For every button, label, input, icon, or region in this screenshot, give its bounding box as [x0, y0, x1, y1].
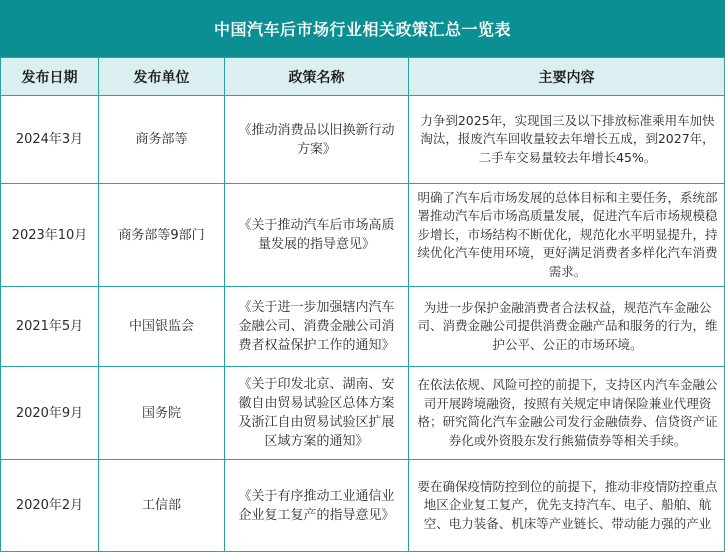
cell-policy: 《关于进一步加强辖内汽车金融公司、消费金融公司消费者权益保护工作的通知》: [225, 287, 409, 367]
table-title: 中国汽车后市场行业相关政策汇总一览表: [0, 0, 725, 57]
cell-org: 国务院: [99, 367, 225, 460]
cell-org: 商务部等9部门: [99, 184, 225, 287]
cell-org: 商务部等: [99, 96, 225, 184]
header-content: 主要内容: [409, 58, 725, 96]
header-policy: 政策名称: [225, 58, 409, 96]
cell-content: 在依法依规、风险可控的前提下，支持区内汽车金融公司开展跨境融资，按照有关规定申请保险兼业代理资格；研究简化汽车金融公司发行金融债券、信贷资产证券化或外资股东发行熊猫债券等相关手续。: [409, 367, 725, 460]
header-org: 发布单位: [99, 58, 225, 96]
table-row: [1, 460, 725, 552]
cell-policy: 《关于推动汽车后市场高质量发展的指导意见》: [225, 184, 409, 287]
table-row: [1, 287, 725, 367]
cell-org: 工信部: [99, 460, 225, 552]
cell-policy: 《关于印发北京、湖南、安徽自由贸易试验区总体方案及浙江自由贸易试验区扩展区域方案的通知》: [225, 367, 409, 460]
cell-policy: 《推动消费品以旧换新行动方案》: [225, 96, 409, 184]
table-row: [1, 184, 725, 287]
table-row: [1, 96, 725, 184]
cell-org: 中国银监会: [99, 287, 225, 367]
cell-date: 2020年2月: [1, 460, 99, 552]
cell-content: 力争到2025年，实现国三及以下排放标准乘用车加快淘汰，报废汽车回收量较去年增长五成，到2027年，二手车交易量较去年增长45%。: [409, 96, 725, 184]
cell-date: 2021年5月: [1, 287, 99, 367]
cell-content: 明确了汽车后市场发展的总体目标和主要任务，系统部署推动汽车后市场高质量发展，促进汽车后市场规模稳步增长，市场结构不断优化，规范化水平明显提升，持续优化汽车使用环境，更好满足消费者多样化汽车消费需求。: [409, 184, 725, 287]
cell-content: 要在确保疫情防控到位的前提下，推动非疫情防控重点地区企业复工复产，优先支持汽车、电子、船舶、航空、电力装备、机床等产业链长、带动能力强的产业: [409, 460, 725, 552]
policy-table: [0, 57, 725, 552]
header-date: 发布日期: [1, 58, 99, 96]
cell-policy: 《关于有序推动工业通信业企业复工复产的指导意见》: [225, 460, 409, 552]
cell-date: 2024年3月: [1, 96, 99, 184]
cell-content: 为进一步保护金融消费者合法权益，规范汽车金融公司、消费金融公司提供消费金融产品和服务的行为，维护公平、公正的市场环境。: [409, 287, 725, 367]
table-row: [1, 367, 725, 460]
header-row: [1, 58, 725, 96]
cell-date: 2023年10月: [1, 184, 99, 287]
cell-date: 2020年9月: [1, 367, 99, 460]
